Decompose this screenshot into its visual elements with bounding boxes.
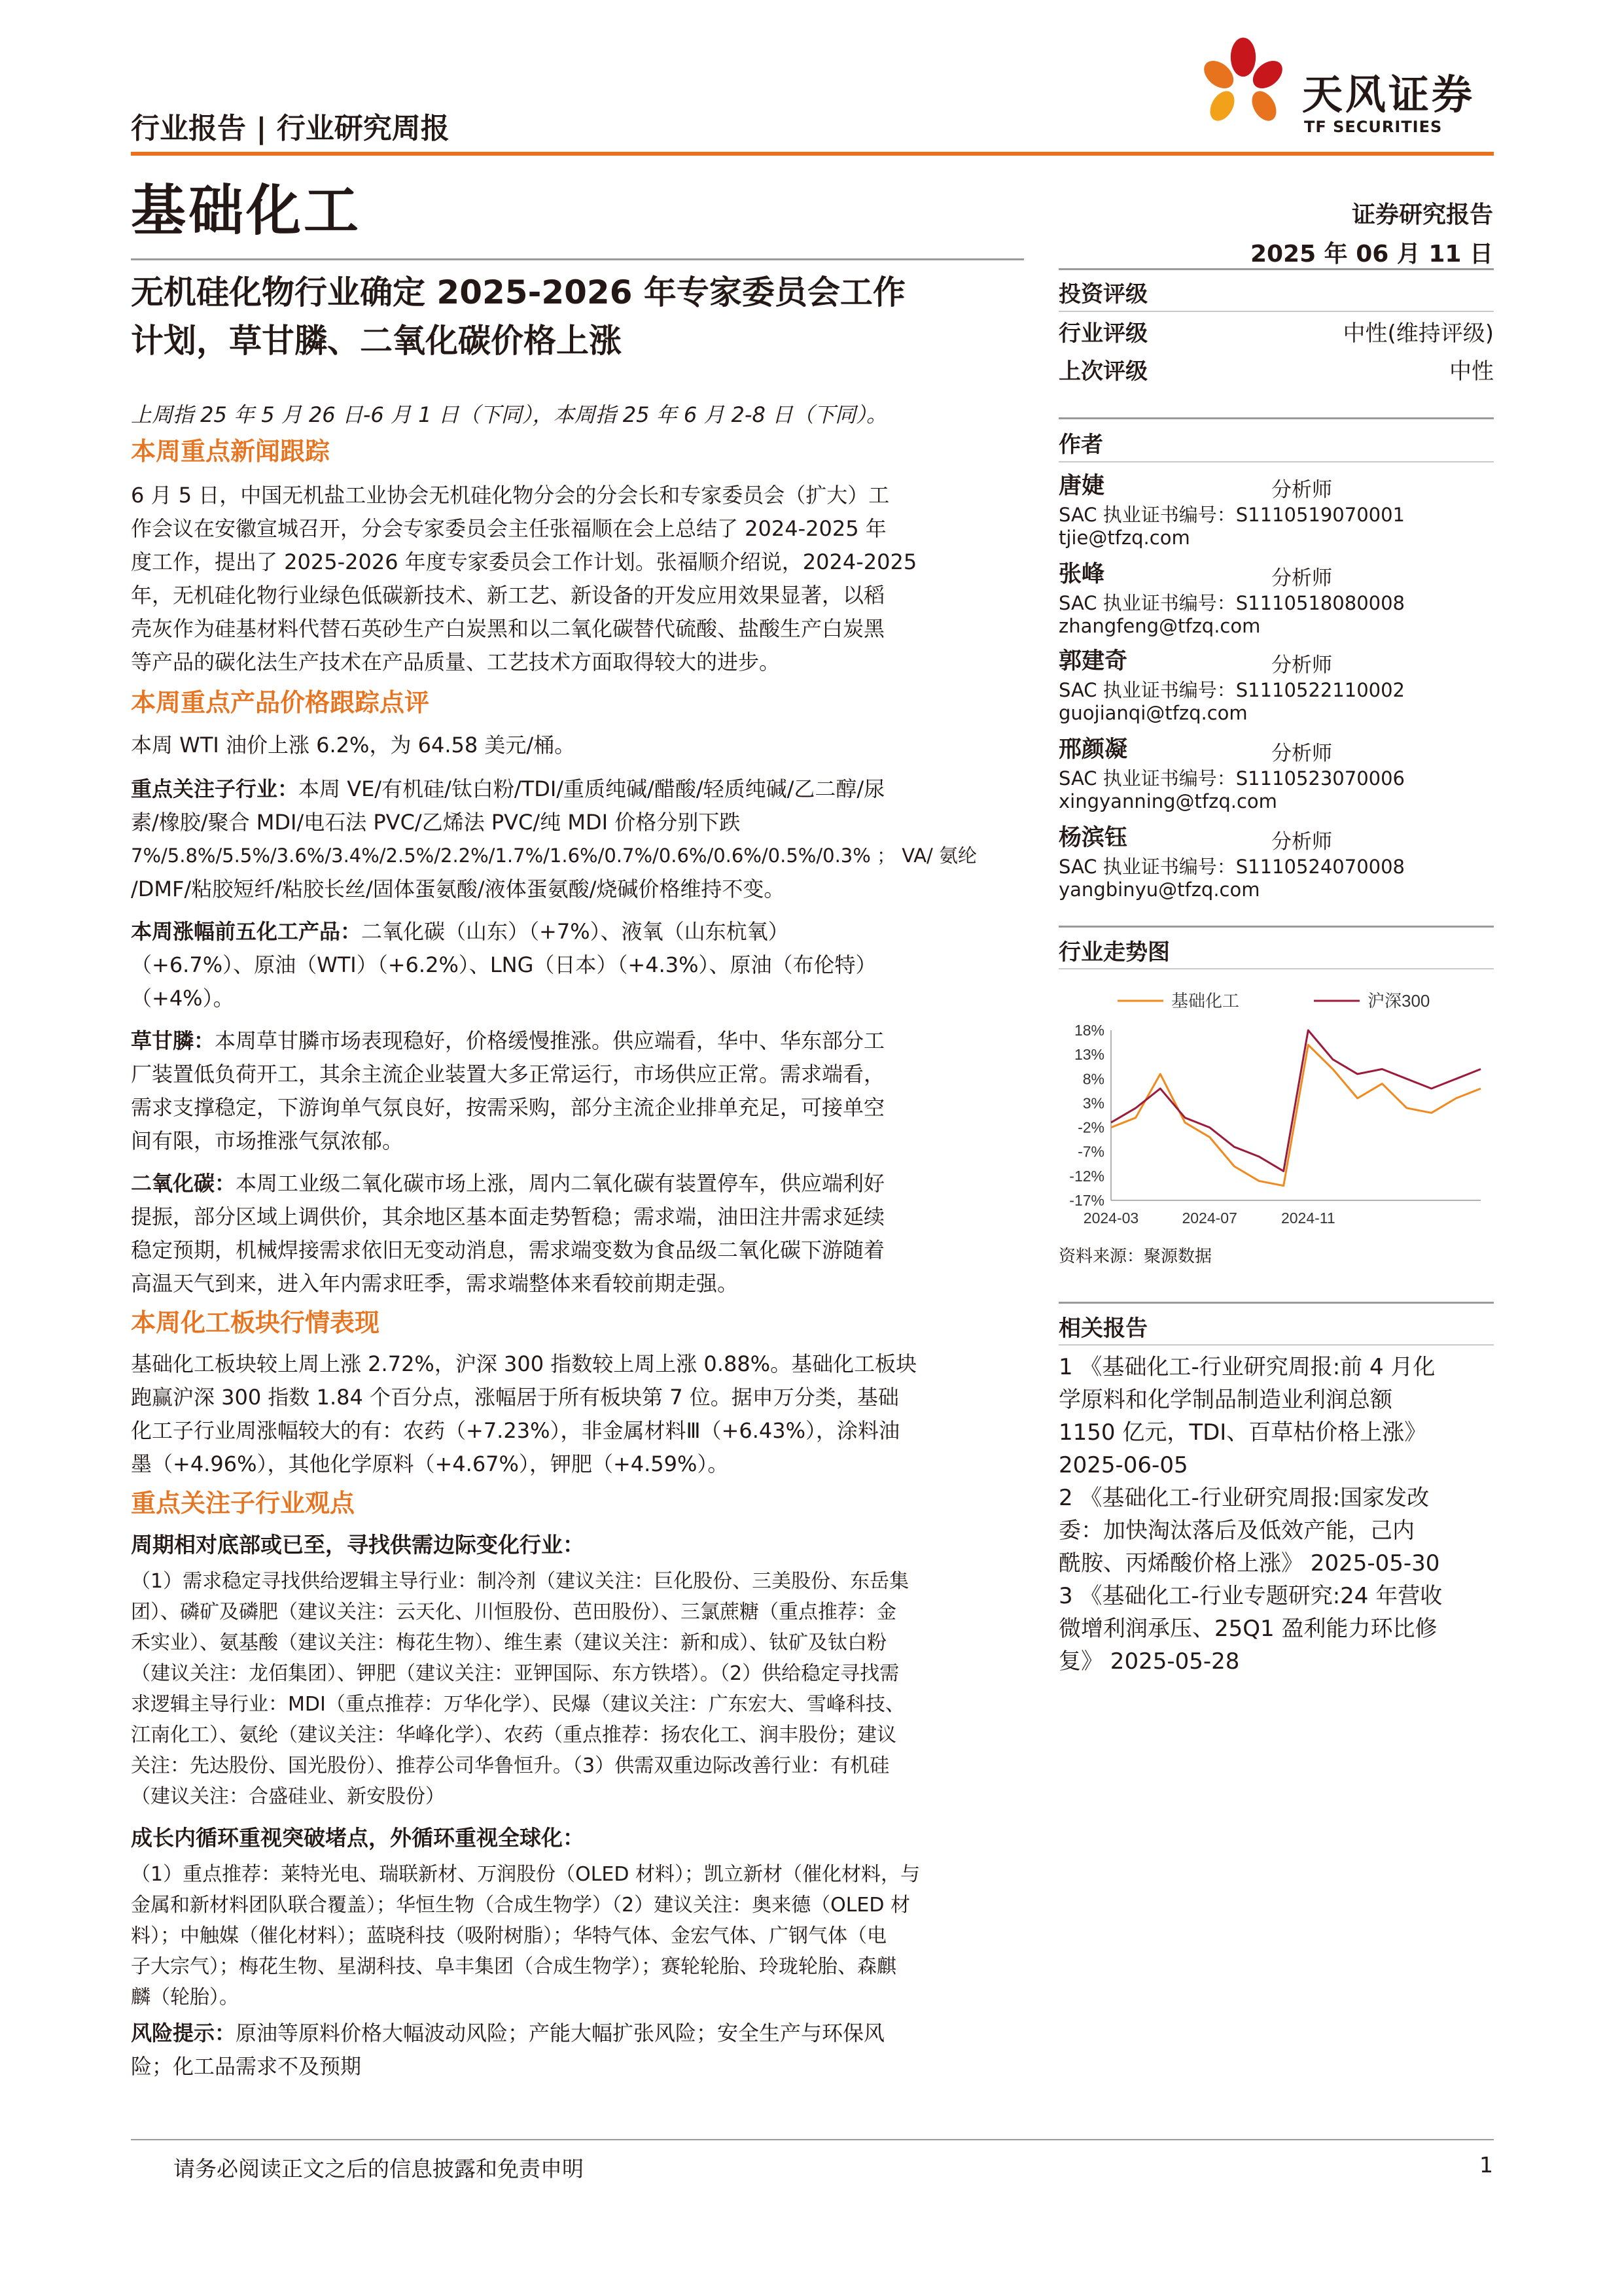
rating-section-label: 投资评级 <box>1059 281 1148 307</box>
report-title-line-1: 无机硅化物行业确定 2025-2026 年专家委员会工作 <box>131 273 906 311</box>
author-block <box>1059 468 1494 553</box>
previous-rating-value: 中性 <box>1449 358 1494 385</box>
related-top-rule <box>1059 1302 1494 1304</box>
related-section-label: 相关报告 <box>1059 1315 1148 1342</box>
related-report-line: 2025-06-05 <box>1059 1452 1188 1478</box>
risk-text: 原油等原料价格大幅波动风险；产能大幅扩张风险；安全生产与环保风 <box>236 2021 885 2045</box>
wti-line: 本周 WTI 油价上涨 6.2%，为 64.58 美元/桶。 <box>131 733 576 757</box>
sub-industry-line: 7%/5.8%/5.5%/3.6%/3.4%/2.5%/2.2%/1.7%/1.6%/0.7%/0.6%/0.6%/0.5%/0.3% ； VA/ 氨纶 <box>131 844 978 867</box>
industry-rating-label: 行业评级 <box>1059 321 1148 347</box>
views-sub2-line: （1）重点推荐：莱特光电、瑞联新材、万润股份（OLED 材料）；凯立新材（催化材料，与 <box>131 1863 921 1886</box>
report-date: 2025 年 06 月 11 日 <box>1250 241 1493 268</box>
views-sub2-paragraph <box>131 1859 1034 2013</box>
author-email: yangbinyu@tfzq.com <box>1059 878 1260 901</box>
risk-paragraph <box>131 2017 1034 2083</box>
glyphosate-paragraph <box>131 1024 1034 1158</box>
glyphosate-line: 需求支撑稳定，下游询单气氛良好，按需采购，部分主流企业排单充足，可接单空 <box>131 1095 885 1120</box>
sub-industry-line: /DMF/粘胶短纤/粘胶长丝/固体蛋氨酸/液体蛋氨酸/烧碱价格维持不变。 <box>131 877 785 901</box>
title-rule-left <box>131 258 1024 260</box>
related-report-line: 3 《基础化工-行业专题研究:24 年营收 <box>1059 1583 1443 1609</box>
author-role: 分析师 <box>1271 830 1332 854</box>
y-tick-label: 13% <box>1074 1046 1104 1064</box>
series-line <box>1111 1030 1481 1171</box>
trend-section-label: 行业走势图 <box>1059 939 1170 965</box>
top5-line: （+6.7%）、原油（WTI）（+6.2%）、LNG（日本）（+4.3%）、原油（布伦特） <box>131 952 877 977</box>
views-sub1-title: 周期相对底部或已至，寻找供需边际变化行业： <box>131 1532 584 1557</box>
related-divider <box>1059 1344 1494 1346</box>
sub-industry-label: 重点关注子行业： <box>131 776 299 801</box>
co2-paragraph <box>131 1167 1034 1300</box>
market-line: 跑赢沪深 300 指数 1.84 个百分点，涨幅居于所有板块第 7 位。据申万分类，基础 <box>131 1385 899 1410</box>
author-name: 张峰 <box>1059 561 1105 587</box>
views-sub2-line: 金属和新材料团队联合覆盖）；华恒生物（合成生物学）（2）建议关注：奥来德（OLED 材 <box>131 1894 911 1917</box>
y-tick-label: 8% <box>1082 1070 1104 1088</box>
risk-label: 风险提示： <box>131 2021 236 2045</box>
glyphosate-line: 厂装置低负荷开工，其余主流企业装置大多正常运行，市场供应正常。需求端看， <box>131 1062 885 1087</box>
market-line: 化工子行业周涨幅较大的有：农药（+7.23%），非金属材料Ⅲ（+6.43%），涂料油 <box>131 1418 900 1443</box>
top5-paragraph <box>131 915 1034 1015</box>
news-paragraph <box>131 479 1034 679</box>
trend-divider <box>1059 968 1494 969</box>
news-line: 年，无机硅化物行业绿色低碳新技术、新工艺、新设备的开发应用效果显著，以稻 <box>131 583 885 608</box>
related-report-line: 1 《基础化工-行业研究周报:前 4 月化 <box>1059 1354 1436 1380</box>
glyphosate-label: 草甘膦： <box>131 1028 215 1053</box>
footer-disclaimer[interactable]: 请务必阅读正文之后的信息披露和免责申明 <box>173 2156 584 2182</box>
sub-industry-text: 本周 VE/有机硅/钛白粉/TDI/重质纯碱/醋酸/轻质纯碱/乙二醇/尿 <box>298 776 885 801</box>
y-tick-label: -2% <box>1078 1119 1104 1136</box>
views-sub1-line: 禾实业）、氨基酸（建议关注：梅花生物）、维生素（建议关注：新和成）、钛矿及钛白粉 <box>131 1631 887 1654</box>
author-cert: SAC 执业证书编号：S1110522110002 <box>1059 679 1405 701</box>
market-heading: 本周化工板块行情表现 <box>131 1308 380 1337</box>
rating-divider <box>1059 311 1494 312</box>
authors-divider <box>1059 461 1494 462</box>
glyphosate-line: 间有限，市场推涨气氛浓郁。 <box>131 1128 404 1153</box>
glyphosate-line <box>131 1024 1034 1058</box>
related-report-line: 学原料和化学制品制造业利润总额 <box>1059 1387 1392 1413</box>
top5-text: 二氧化碳（山东）（+7%）、液氧（山东杭氧） <box>361 919 789 944</box>
views-sub2-line: 料）；中触媒（催化材料）；蓝晓科技（吸附树脂）；华特气体、金宏气体、广钢气体（电 <box>131 1924 887 1947</box>
author-email: tjie@tfzq.com <box>1059 527 1190 549</box>
related-report-line: 酰胺、丙烯酸价格上涨》 2025-05-30 <box>1059 1550 1440 1576</box>
x-tick-label: 2024-07 <box>1182 1209 1237 1226</box>
y-tick-label: 18% <box>1074 1022 1104 1039</box>
author-block <box>1059 643 1494 728</box>
industry-trend-chart <box>1059 971 1494 1233</box>
views-sub1-line: 江南化工）、氨纶（建议关注：华峰化学）、农药（重点推荐：扬农化工、润丰股份；建议 <box>131 1724 896 1747</box>
news-line: 等产品的碳化法生产技术在产品质量、工艺技术方面取得较大的进步。 <box>131 650 781 674</box>
related-report-line: 委：加快淘汰落后及低效产能，己内 <box>1059 1518 1415 1544</box>
report-title <box>131 268 1034 365</box>
co2-text: 本周工业级二氧化碳市场上涨，周内二氧化碳有装置停车，供应端利好 <box>236 1171 885 1196</box>
views-sub1-line: 关注：先达股份、国光股份）、推荐公司华鲁恒升。（3）供需双重边际改善行业：有机硅 <box>131 1754 890 1777</box>
co2-label: 二氧化碳： <box>131 1171 236 1196</box>
y-tick-label: -17% <box>1069 1192 1104 1209</box>
co2-line: 高温天气到来，进入年内需求旺季，需求端整体来看较前期走强。 <box>131 1271 739 1296</box>
top5-line <box>131 915 1034 948</box>
risk-line: 险；化工品需求不及预期 <box>131 2054 362 2079</box>
main-column <box>131 399 1034 2083</box>
news-line: 壳灰作为硅基材料代替石英砂生产白炭黑和以二氧化碳替代硫酸、盐酸生产白炭黑 <box>131 616 885 641</box>
report-type: 证券研究报告 <box>1351 201 1493 228</box>
news-line: 6 月 5 日，中国无机盐工业协会无机硅化物分会的分会长和专家委员会（扩大）工 <box>131 483 890 508</box>
related-report-line: 2 《基础化工-行业研究周报:国家发改 <box>1059 1485 1430 1511</box>
report-category: 行业报告 | 行业研究周报 <box>131 112 450 145</box>
glyphosate-text: 本周草甘膦市场表现稳好，价格缓慢推涨。供应端看，华中、华东部分工 <box>215 1028 885 1053</box>
views-sub1-line: （建议关注：合盛硅业、新安股份） <box>131 1785 445 1808</box>
industry-title: 基础化工 <box>131 179 362 243</box>
y-tick-label: -7% <box>1078 1143 1104 1160</box>
risk-line <box>131 2017 1034 2050</box>
author-name: 唐婕 <box>1059 473 1105 499</box>
y-tick-label: -12% <box>1069 1167 1104 1185</box>
legend-label: 基础化工 <box>1171 991 1240 1011</box>
author-role: 分析师 <box>1271 742 1332 765</box>
news-line: 度工作，提出了 2025-2026 年度专家委员会工作计划。张福顺介绍说，2024-2025 <box>131 549 917 574</box>
market-paragraph <box>131 1348 1034 1481</box>
sub-industry-paragraph <box>131 773 1034 906</box>
related-report-item[interactable] <box>1059 1580 1494 1678</box>
report-title-line-2: 计划，草甘膦、二氧化碳价格上涨 <box>131 322 622 360</box>
author-email: zhangfeng@tfzq.com <box>1059 615 1261 637</box>
footer-rule <box>131 2139 1494 2140</box>
author-cert: SAC 执业证书编号：S1110518080008 <box>1059 592 1405 614</box>
logo-en: TF SECURITIES <box>1304 118 1443 136</box>
sub-industry-line <box>131 773 1034 806</box>
co2-line: 稳定预期，机械焊接需求依旧无变动消息，需求端变数为食品级二氧化碳下游随着 <box>131 1238 885 1262</box>
market-line: 基础化工板块较上周上涨 2.72%，沪深 300 指数较上周上涨 0.88%。基础化工板块 <box>131 1351 917 1376</box>
views-sub2-line: 麟（轮胎）。 <box>131 1986 239 2009</box>
author-cert: SAC 执业证书编号：S1110523070006 <box>1059 767 1405 790</box>
author-role: 分析师 <box>1271 566 1332 590</box>
related-report-item[interactable] <box>1059 1351 1494 1482</box>
header-rule <box>131 152 1494 156</box>
trend-top-rule <box>1059 926 1494 928</box>
series-line <box>1111 1045 1481 1185</box>
author-cert: SAC 执业证书编号：S1110524070008 <box>1059 856 1405 878</box>
related-report-line: 1150 亿元，TDI、百草枯价格上涨》 <box>1059 1419 1427 1446</box>
legend-label: 沪深300 <box>1368 991 1430 1011</box>
author-role: 分析师 <box>1271 653 1332 677</box>
author-name: 杨滨钰 <box>1059 825 1128 851</box>
previous-rating-label: 上次评级 <box>1059 358 1148 385</box>
industry-rating-value: 中性(维持评级) <box>1343 321 1494 347</box>
views-sub2-line: 子大宗气）；梅花生物、星湖科技、阜丰集团（合成生物学）；赛轮轮胎、玲珑轮胎、森麒 <box>131 1955 896 1978</box>
views-sub1-paragraph <box>131 1566 1034 1812</box>
views-heading: 重点关注子行业观点 <box>131 1489 355 1518</box>
logo-flower-icon <box>1191 33 1296 137</box>
sidebar <box>1059 268 1494 2139</box>
market-line: 墨（+4.96%），其他化学原料（+4.67%），钾肥（+4.59%）。 <box>131 1452 729 1476</box>
related-report-item[interactable] <box>1059 1482 1494 1580</box>
intro-note: 上周指 25 年 5 月 26 日-6 月 1 日（下同），本周指 25 年 6 月 2-8 日（下同）。 <box>131 402 887 427</box>
author-cert: SAC 执业证书编号：S1110519070001 <box>1059 504 1405 526</box>
x-tick-label: 2024-11 <box>1280 1209 1335 1226</box>
views-sub2-title: 成长内循环重视突破堵点，外循环重视全球化： <box>131 1825 584 1851</box>
views-sub1-line: 求逻辑主导行业：MDI（重点推荐：万华化学）、民爆（建议关注：广东宏大、雪峰科技、 <box>131 1693 905 1716</box>
related-report-line: 复》 2025-05-28 <box>1059 1648 1240 1675</box>
co2-line: 提振，部分区域上调供价，其余地区基本面走势暂稳；需求端，油田注井需求延续 <box>131 1204 885 1229</box>
co2-line <box>131 1167 1034 1200</box>
views-sub1-line: 团）、磷矿及磷肥（建议关注：云天化、川恒股份、芭田股份）、三氯蔗糖（重点推荐：金 <box>131 1601 896 1624</box>
authors-section-label: 作者 <box>1059 432 1103 458</box>
author-name: 郭建奇 <box>1059 648 1128 674</box>
price-heading: 本周重点产品价格跟踪点评 <box>131 688 430 717</box>
x-tick-label: 2024-03 <box>1083 1209 1139 1226</box>
authors-top-rule <box>1059 417 1494 419</box>
views-sub1-line: （1）需求稳定寻找供给逻辑主导行业：制冷剂（建议关注：巨化股份、三美股份、东岳集 <box>131 1570 909 1593</box>
top5-line: （+4%）。 <box>131 986 234 1011</box>
sub-industry-line: 素/橡胶/聚合 MDI/电石法 PVC/乙烯法 PVC/纯 MDI 价格分别下跌 <box>131 810 741 835</box>
author-name: 邢颜凝 <box>1059 737 1128 763</box>
page-number: 1 <box>1479 2152 1493 2178</box>
author-email: xingyanning@tfzq.com <box>1059 790 1277 812</box>
related-report-line: 微增利润承压、25Q1 盈利能力环比修 <box>1059 1616 1438 1642</box>
author-role: 分析师 <box>1271 478 1332 502</box>
news-line: 作会议在安徽宣城召开，分会专家委员会主任张福顺在会上总结了 2024-2025 年 <box>131 516 887 541</box>
author-email: guojianqi@tfzq.com <box>1059 702 1248 724</box>
views-sub1-line: （建议关注：龙佰集团）、钾肥（建议关注：亚钾国际、东方铁塔）。（2）供给稳定寻找需 <box>131 1662 900 1685</box>
y-tick-label: 3% <box>1082 1094 1104 1112</box>
logo-cn: 天风证券 <box>1302 71 1475 118</box>
author-block <box>1059 556 1494 641</box>
top5-label: 本周涨幅前五化工产品： <box>131 919 362 944</box>
author-block <box>1059 820 1494 905</box>
trend-source: 资料来源：聚源数据 <box>1059 1247 1212 1266</box>
news-heading: 本周重点新闻跟踪 <box>131 437 330 466</box>
author-block <box>1059 731 1494 816</box>
